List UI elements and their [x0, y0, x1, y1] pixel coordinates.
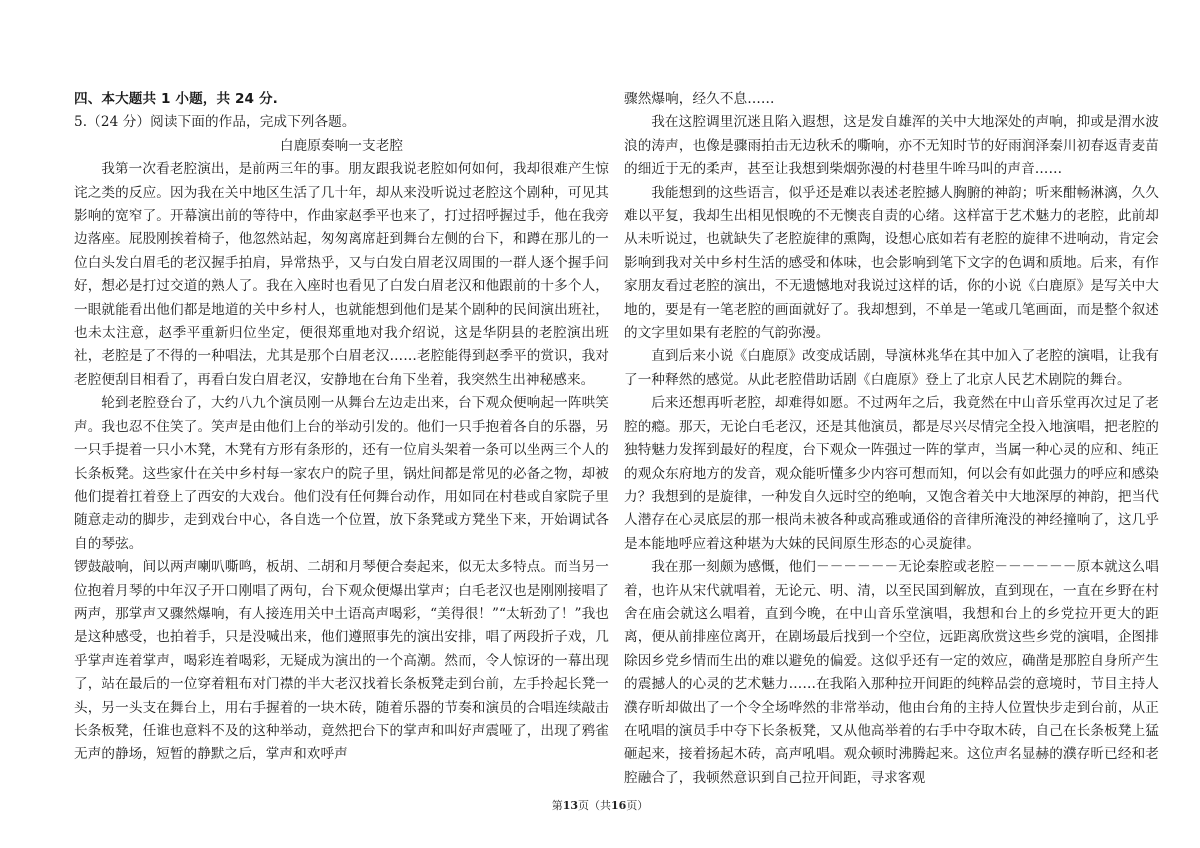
left-paragraph-2: 轮到老腔登台了，大约八九个演员刚一从舞台左边走出来，台下观众便响起一阵哄笑声。我也忍不住笑了。笑声是由他们上台的举动引发的。他们一只手抱着各自的乐器，另一只手提着一只小木凳，木凳有方形有条形的，还有一位肩头架着一条可以坐两三个人的长条板凳。这些家什在关中乡村每一家农户的院子里，锅灶间都是常见的必备之物，却被他们提着扛着登上了西安的大戏台。他们没有任何舞台动作，用如同在村巷或自家院子里随意走动的脚步，走到戏台中心，各自选一个位置，放下条凳或方凳坐下来，开始调试各自的琴弦。 — [74, 395, 609, 552]
right-column — [624, 88, 1159, 790]
right-paragraph-4: 直到后来小说《白鹿原》改变成话剧，导演林兆华在其中加入了老腔的演唱，让我有了一种释然的感觉。从此老腔借助话剧《白鹿原》登上了北京人民艺术剧院的舞台。 — [624, 348, 1159, 388]
left-column — [74, 88, 609, 767]
right-paragraph-2: 我在这腔调里沉迷且陷入遐想，这是发自雄浑的关中大地深处的声响，抑或是渭水波浪的涛声，也像是骤雨拍击无边秋禾的嘶响，亦不无知时节的好雨润泽秦川初春返青麦苗的细近于无的柔声，甚至让我想到柴烟弥漫的村巷里牛哞马叫的声音…… — [624, 114, 1159, 178]
article-title: 白鹿原奏响一支老腔 — [279, 137, 404, 154]
left-paragraph-1: 我第一次看老腔演出，是前两三年的事。朋友跟我说老腔如何如何，我却很难产生惊诧之类的反应。因为我在关中地区生活了几十年，却从来没听说过老腔这个剧种，可见其影响的宽窄了。开幕演出前的等待中，作曲家赵季平也来了，打过招呼握过手，他在我旁边落座。屁股刚挨着椅子，他忽然站起，匆匆离席赶到舞台左侧的台下，和蹲在那儿的一位白头发白眉毛的老汉握手拍肩，异常热乎，又与白发白眉老汉周围的一群人逐个握手问好，想必是打过交道的熟人了。我在入座时也看见了白发白眉老汉和他跟前的十多个人，一眼就能看出他们都是地道的关中乡村人，也就能想到他们是某个剧种的民间演出班社，也未太注意，赵季平重新归位坐定，便很郑重地对我介绍说，这是华阴县的老腔演出班社，老腔是了不得的一种唱法，尤其是那个白眉老汉……老腔能得到赵季平的赏识，我对老腔便刮目相看了，再看白发白眉老汉，安静地在台角下坐着，我突然生出神秘感来。 — [74, 161, 609, 388]
footer-page-number: 13 — [562, 799, 578, 812]
right-paragraph-5: 后来还想再听老腔，却难得如愿。不过两年之后，我竟然在中山音乐堂再次过足了老腔的瘾。那天，无论白毛老汉，还是其他演员，都是尽兴尽情完全投入地演唱，把老腔的独特魅力发挥到最好的程度，台下观众一阵强过一阵的掌声，当属一种心灵的应和、纯正的观众东府地方的发音，观众能听懂多少内容可想而知，何以会有如此强力的呼应和感染力？我想到的是旋律，一种发自久远时空的绝响，又饱含着关中大地深厚的神韵，把当代人潜存在心灵底层的那一根尚未被各种或高雅或通俗的音律所淹没的神经撞响了，这几乎是本能地呼应着这种堪为大妹的民间原生形态的心灵旋律。 — [624, 395, 1159, 552]
right-paragraph-1: 骤然爆响，经久不息…… — [624, 91, 775, 107]
right-paragraph-3: 我能想到的这些语言，似乎还是难以表述老腔撼人胸腑的神韵；听来酣畅淋漓，久久难以平复，我却生出相见恨晚的不无懊丧自责的心绪。这样富于艺术魅力的老腔，此前却从未听说过，也就缺失了老腔旋律的熏陶，设想心底如若有老腔的旋律不进响动，肯定会影响到我对关中乡村生活的感受和体味，也会影响到笔下文字的色调和质地。后来，有作家朋友看过老腔的演出，不无遗憾地对我说过这样的话，你的小说《白鹿原》是写关中大地的，要是有一笔老腔的画面就好了。我却想到，不单是一笔或几笔画面，而是整个叙述的文字里如果有老腔的气韵弥漫。 — [624, 184, 1159, 342]
section-heading: 四、本大题共 1 小题，共 24 分. — [74, 91, 278, 107]
right-paragraph-6: 我在那一刻颇为感慨，他们－－－－－－无论秦腔或老腔－－－－－－原本就这么唱着，也许从宋代就唱着，无论元、明、清，以至民国到解放，直到现在，一直在乡野在村舍在庙会就这么唱着，直到今晚，在中山音乐堂演唱，我想和台上的乡党拉开更大的距离，便从前排座位离开，在剧场最后找到一个空位，远距离欣赏这些乡党的演唱，企图排除因乡党乡情而生出的难以避免的偏爱。这似乎还有一定的效应，确凿是那腔自身所产生的震撼人的心灵的艺术魅力……在我陷入那种拉开间距的纯粹品尝的意境时，节目主持人濮存昕却做出了一个令全场哗然的非常举动，他由台角的主持人位置快步走到台前，从正在吼唱的演员手中夺下长条板凳，又从他高举着的右手中夺取木砖，自己在长条板凳上猛砸起来，接着扬起木砖，高声吼唱。观众顿时沸腾起来。这位声名显赫的濮存昕已经和老腔融合了，我顿然意识到自己拉开间距，寻求客观 — [624, 559, 1159, 786]
page-footer — [0, 797, 1200, 813]
question-intro: 5.（24 分）阅读下面的作品，完成下列各题。 — [74, 114, 356, 131]
left-paragraph-3: 锣鼓敲响，间以两声喇叭嘶鸣，板胡、二胡和月琴便合奏起来，似无太多特点。而当另一位抱着月琴的中年汉子开口刚唱了两句，台下观众便爆出掌声；白毛老汉也是刚刚接唱了两声，那掌声又骤然爆响，有人接连用关中土语高声喝彩，“美得很！”“太斩劲了！”我也是这种感受，也拍着手，只是没喊出来，他们遵照事先的演出安排，唱了两段折子戏，几乎掌声连着掌声，喝彩连着喝彩，无疑成为演出的一个高潮。然而，令人惊讶的一幕出现了，站在最后的一位穿着粗布对门襟的半大老汉找着长条板凳走到台前，左手拎起长凳一头，另一头支在舞台上，用右手握着的一块木砖，随着乐器的节奏和演员的合唱连续敲击长条板凳，任谁也意料不及的这种举动，竟然把台下的掌声和叫好声震哑了，出现了鸦雀无声的静场，短暂的静默之后，掌声和欢呼声 — [74, 559, 609, 763]
footer-page-total: 16 — [611, 799, 627, 812]
footer-middle: 页（共 — [578, 799, 611, 812]
footer-suffix: 页） — [626, 799, 649, 812]
footer-prefix: 第 — [551, 799, 563, 812]
